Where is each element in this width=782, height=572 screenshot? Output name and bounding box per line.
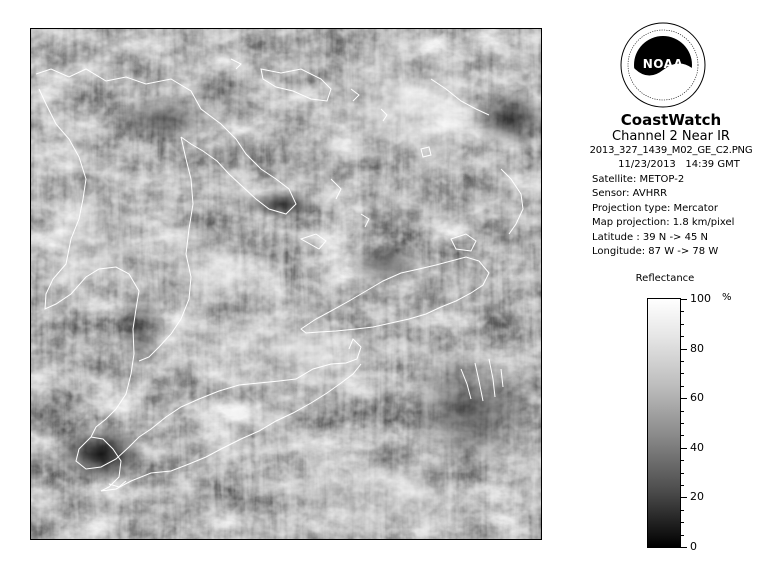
longitude-row: Longitude: 87 W -> 78 W [592, 246, 719, 257]
colorbar-tick [680, 386, 684, 387]
noaa-logo [620, 22, 706, 108]
colorbar-tick [680, 336, 684, 337]
colorbar-label: 100 [690, 292, 711, 305]
latitude-row: Latitude : 39 N -> 45 N [592, 231, 708, 243]
filename-label: 2013_327_1439_M02_GE_C2.PNG [589, 145, 753, 156]
legend-title: Reflectance [635, 273, 695, 284]
colorbar-ticks [680, 292, 740, 553]
colorbar-tick [680, 473, 684, 474]
colorbar-tick [680, 497, 687, 498]
map-projection-row: Map projection: 1.8 km/pixel [592, 217, 735, 228]
colorbar-tick [680, 535, 684, 536]
colorbar-tick [680, 411, 684, 412]
colorbar-tick [680, 435, 684, 436]
satellite-image-svg [31, 29, 542, 540]
colorbar-tick [680, 510, 684, 511]
colorbar-tick [680, 361, 684, 362]
colorbar-tick [680, 522, 684, 523]
colorbar-label: 80 [690, 341, 704, 355]
colorbar-tick [680, 349, 687, 350]
image-info-panel [566, 112, 776, 260]
projection-type-row: Projection type: Mercator [592, 202, 718, 214]
satellite-row: Satellite: METOP-2 [592, 173, 685, 185]
colorbar-tick [680, 460, 684, 461]
legend-unit: % [722, 292, 732, 303]
time-value: 14:39 GMT [685, 159, 740, 170]
colorbar-label: 0 [690, 540, 697, 553]
reflectance-colorbar [647, 298, 681, 548]
satellite-image [30, 28, 542, 540]
colorbar-tick [680, 423, 684, 424]
metadata-list [566, 158, 776, 260]
colorbar-tick [680, 324, 684, 325]
colorbar-tick [680, 547, 687, 548]
colorbar-tick [680, 485, 684, 486]
logo-text: NOAA [642, 57, 684, 71]
datetime-row [582, 158, 776, 173]
colorbar-tick [680, 373, 684, 374]
colorbar-tick [680, 448, 687, 449]
colorbar-tick [680, 398, 687, 399]
colorbar-label: 40 [690, 440, 704, 454]
colorbar-label: 20 [690, 490, 704, 504]
channel-label: Channel 2 Near IR [612, 129, 730, 144]
date-value: 11/23/2013 [618, 159, 676, 170]
colorbar-tick [680, 311, 684, 312]
brand-title: CoastWatch [620, 111, 722, 129]
colorbar-tick [680, 299, 687, 300]
colorbar-label: 60 [690, 391, 704, 405]
sensor-row: Sensor: AVHRR [592, 188, 668, 199]
